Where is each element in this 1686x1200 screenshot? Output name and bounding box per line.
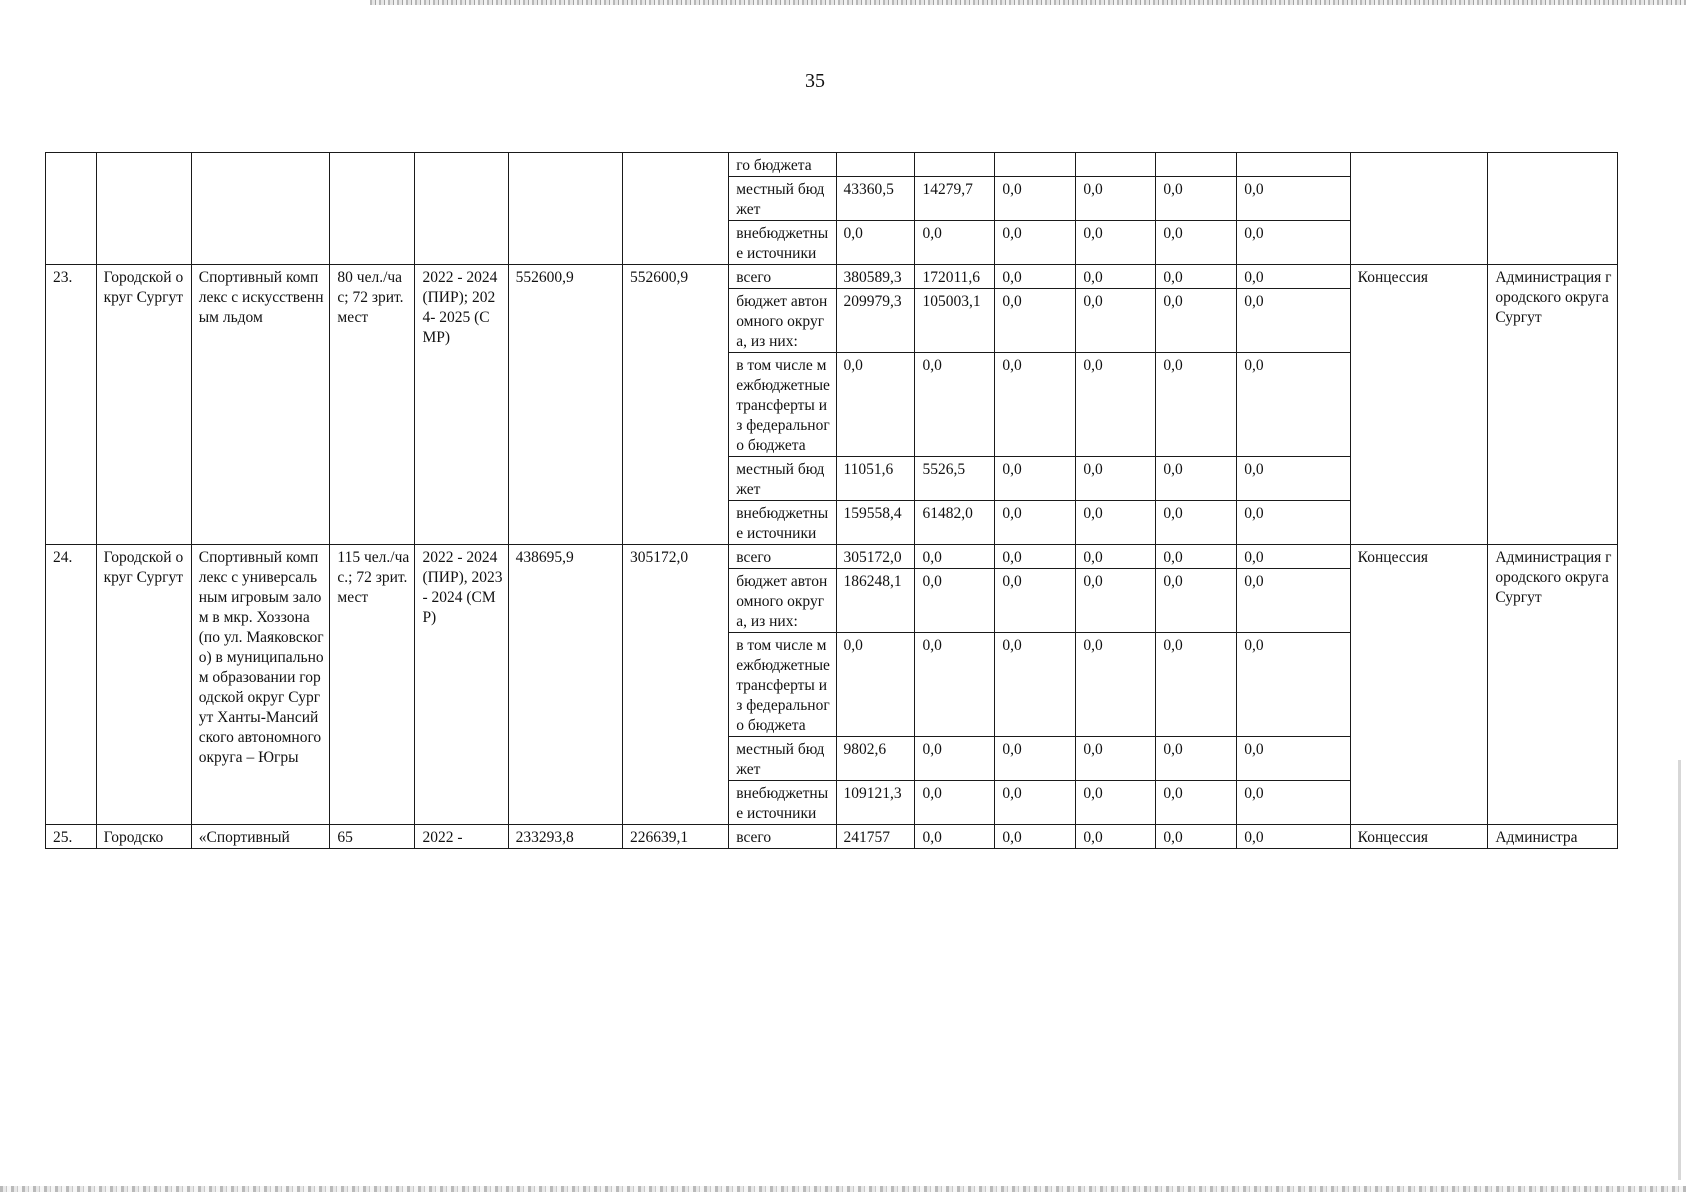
scan-artifact-top <box>370 0 1686 5</box>
value-cell: 380589,3 <box>836 265 915 289</box>
value-cell: 0,0 <box>1076 265 1156 289</box>
value-cell: 0,0 <box>1237 633 1350 737</box>
object-cell: Спортивный комплекс с искусственным льдом <box>191 265 330 545</box>
municipality-cell: Городской округ Сургут <box>96 545 191 825</box>
value-cell: 209979,3 <box>836 289 915 353</box>
value-cell: 0,0 <box>915 545 995 569</box>
value-cell: 0,0 <box>915 353 995 457</box>
value-cell <box>915 153 995 177</box>
responsible-cell: Администрация городского округа Сургут <box>1488 265 1618 545</box>
source-cell: местный бюджет <box>729 737 836 781</box>
value-cell: 0,0 <box>915 825 995 849</box>
scan-artifact-bottom <box>0 1186 1686 1192</box>
value-cell: 0,0 <box>1076 353 1156 457</box>
responsible-cell <box>1488 153 1618 265</box>
period-cell: 2022 - <box>415 825 508 849</box>
value-cell: 0,0 <box>1237 569 1350 633</box>
value-cell: 0,0 <box>1156 781 1237 825</box>
value-cell: 61482,0 <box>915 501 995 545</box>
value-cell: 43360,5 <box>836 177 915 221</box>
value-cell: 0,0 <box>1076 633 1156 737</box>
investment-objects-table <box>45 152 1618 849</box>
mechanism-cell: Концессия <box>1350 825 1488 849</box>
remaining-cost-cell: 305172,0 <box>622 545 728 825</box>
value-cell: 0,0 <box>1156 457 1237 501</box>
value-cell: 0,0 <box>1237 825 1350 849</box>
value-cell: 0,0 <box>995 177 1076 221</box>
value-cell: 0,0 <box>995 265 1076 289</box>
value-cell: 0,0 <box>995 545 1076 569</box>
period-cell <box>415 153 508 265</box>
table-row <box>46 545 1618 569</box>
source-cell: внебюджетные источники <box>729 221 836 265</box>
value-cell: 14279,7 <box>915 177 995 221</box>
value-cell: 0,0 <box>1237 353 1350 457</box>
value-cell: 0,0 <box>915 221 995 265</box>
municipality-cell: Городско <box>96 825 191 849</box>
value-cell: 0,0 <box>915 781 995 825</box>
source-cell: бюджет автономного округа, из них: <box>729 289 836 353</box>
remaining-cost-cell: 552600,9 <box>622 265 728 545</box>
value-cell: 0,0 <box>1156 569 1237 633</box>
source-cell: бюджет автономного округа, из них: <box>729 569 836 633</box>
value-cell: 5526,5 <box>915 457 995 501</box>
value-cell: 0,0 <box>995 781 1076 825</box>
value-cell: 0,0 <box>1076 501 1156 545</box>
value-cell: 9802,6 <box>836 737 915 781</box>
value-cell: 0,0 <box>995 501 1076 545</box>
value-cell: 0,0 <box>1237 289 1350 353</box>
value-cell: 0,0 <box>836 633 915 737</box>
source-cell: всего <box>729 825 836 849</box>
value-cell: 186248,1 <box>836 569 915 633</box>
mechanism-cell: Концессия <box>1350 545 1488 825</box>
source-cell: внебюджетные источники <box>729 781 836 825</box>
value-cell: 0,0 <box>1237 781 1350 825</box>
value-cell: 0,0 <box>1076 289 1156 353</box>
period-cell: 2022 - 2024 (ПИР), 2023 - 2024 (СМР) <box>415 545 508 825</box>
value-cell: 0,0 <box>1076 457 1156 501</box>
source-cell: го бюджета <box>729 153 836 177</box>
value-cell: 0,0 <box>1237 501 1350 545</box>
object-cell: Спортивный комплекс с универсальным игровым залом в мкр. Хоззона (по ул. Маяковского) в муниципальном образовании городской округ Сургут Ханты-Мансийского автономного округа – Югры <box>191 545 330 825</box>
value-cell: 0,0 <box>1156 221 1237 265</box>
table-row <box>46 153 1618 177</box>
estimated-cost-cell: 552600,9 <box>508 265 622 545</box>
value-cell: 0,0 <box>915 569 995 633</box>
value-cell: 0,0 <box>1076 825 1156 849</box>
value-cell: 0,0 <box>1156 265 1237 289</box>
value-cell: 0,0 <box>1156 737 1237 781</box>
value-cell: 0,0 <box>1156 545 1237 569</box>
table-row <box>46 265 1618 289</box>
capacity-cell: 65 <box>330 825 415 849</box>
object-cell: «Спортивный <box>191 825 330 849</box>
value-cell: 0,0 <box>995 825 1076 849</box>
value-cell: 305172,0 <box>836 545 915 569</box>
num-cell: 23. <box>46 265 97 545</box>
value-cell: 0,0 <box>1156 825 1237 849</box>
value-cell: 0,0 <box>1156 177 1237 221</box>
value-cell: 0,0 <box>1156 501 1237 545</box>
source-cell: местный бюджет <box>729 457 836 501</box>
value-cell: 0,0 <box>915 737 995 781</box>
value-cell: 0,0 <box>1156 289 1237 353</box>
responsible-cell: Администра <box>1488 825 1618 849</box>
source-cell: всего <box>729 265 836 289</box>
value-cell: 0,0 <box>1237 265 1350 289</box>
period-cell: 2022 - 2024 (ПИР); 2024- 2025 (СМР) <box>415 265 508 545</box>
capacity-cell: 80 чел./час; 72 зрит. мест <box>330 265 415 545</box>
num-cell <box>46 153 97 265</box>
value-cell <box>1237 153 1350 177</box>
value-cell: 0,0 <box>1076 221 1156 265</box>
value-cell: 0,0 <box>995 633 1076 737</box>
table-row <box>46 825 1618 849</box>
num-cell: 25. <box>46 825 97 849</box>
source-cell: в том числе межбюджетные трансферты из федерального бюджета <box>729 633 836 737</box>
value-cell: 0,0 <box>1237 737 1350 781</box>
value-cell: 0,0 <box>1156 353 1237 457</box>
value-cell <box>836 153 915 177</box>
value-cell <box>1076 153 1156 177</box>
object-cell <box>191 153 330 265</box>
value-cell: 0,0 <box>836 221 915 265</box>
municipality-cell <box>96 153 191 265</box>
value-cell: 0,0 <box>836 353 915 457</box>
num-cell: 24. <box>46 545 97 825</box>
value-cell: 0,0 <box>1076 177 1156 221</box>
municipality-cell: Городской округ Сургут <box>96 265 191 545</box>
capacity-cell <box>330 153 415 265</box>
value-cell <box>1156 153 1237 177</box>
estimated-cost-cell: 233293,8 <box>508 825 622 849</box>
source-cell: в том числе межбюджетные трансферты из федерального бюджета <box>729 353 836 457</box>
value-cell: 0,0 <box>995 737 1076 781</box>
estimated-cost-cell <box>508 153 622 265</box>
estimated-cost-cell: 438695,9 <box>508 545 622 825</box>
value-cell: 0,0 <box>995 353 1076 457</box>
source-cell: местный бюджет <box>729 177 836 221</box>
value-cell: 109121,3 <box>836 781 915 825</box>
responsible-cell: Администрация городского округа Сургут <box>1488 545 1618 825</box>
value-cell: 0,0 <box>995 457 1076 501</box>
value-cell: 0,0 <box>1237 457 1350 501</box>
mechanism-cell <box>1350 153 1488 265</box>
remaining-cost-cell: 226639,1 <box>622 825 728 849</box>
value-cell: 0,0 <box>1076 545 1156 569</box>
page-number: 35 <box>805 70 825 92</box>
value-cell: 172011,6 <box>915 265 995 289</box>
value-cell <box>995 153 1076 177</box>
value-cell: 105003,1 <box>915 289 995 353</box>
value-cell: 0,0 <box>1237 177 1350 221</box>
value-cell: 241757 <box>836 825 915 849</box>
capacity-cell: 115 чел./час.; 72 зрит. мест <box>330 545 415 825</box>
scan-artifact-right <box>1678 760 1681 1180</box>
mechanism-cell: Концессия <box>1350 265 1488 545</box>
value-cell: 0,0 <box>995 289 1076 353</box>
value-cell: 0,0 <box>1076 781 1156 825</box>
remaining-cost-cell <box>622 153 728 265</box>
value-cell: 0,0 <box>915 633 995 737</box>
source-cell: внебюджетные источники <box>729 501 836 545</box>
value-cell: 0,0 <box>1076 569 1156 633</box>
value-cell: 0,0 <box>1237 545 1350 569</box>
source-cell: всего <box>729 545 836 569</box>
value-cell: 0,0 <box>995 221 1076 265</box>
value-cell: 159558,4 <box>836 501 915 545</box>
value-cell: 0,0 <box>1237 221 1350 265</box>
value-cell: 0,0 <box>995 569 1076 633</box>
value-cell: 11051,6 <box>836 457 915 501</box>
value-cell: 0,0 <box>1076 737 1156 781</box>
value-cell: 0,0 <box>1156 633 1237 737</box>
